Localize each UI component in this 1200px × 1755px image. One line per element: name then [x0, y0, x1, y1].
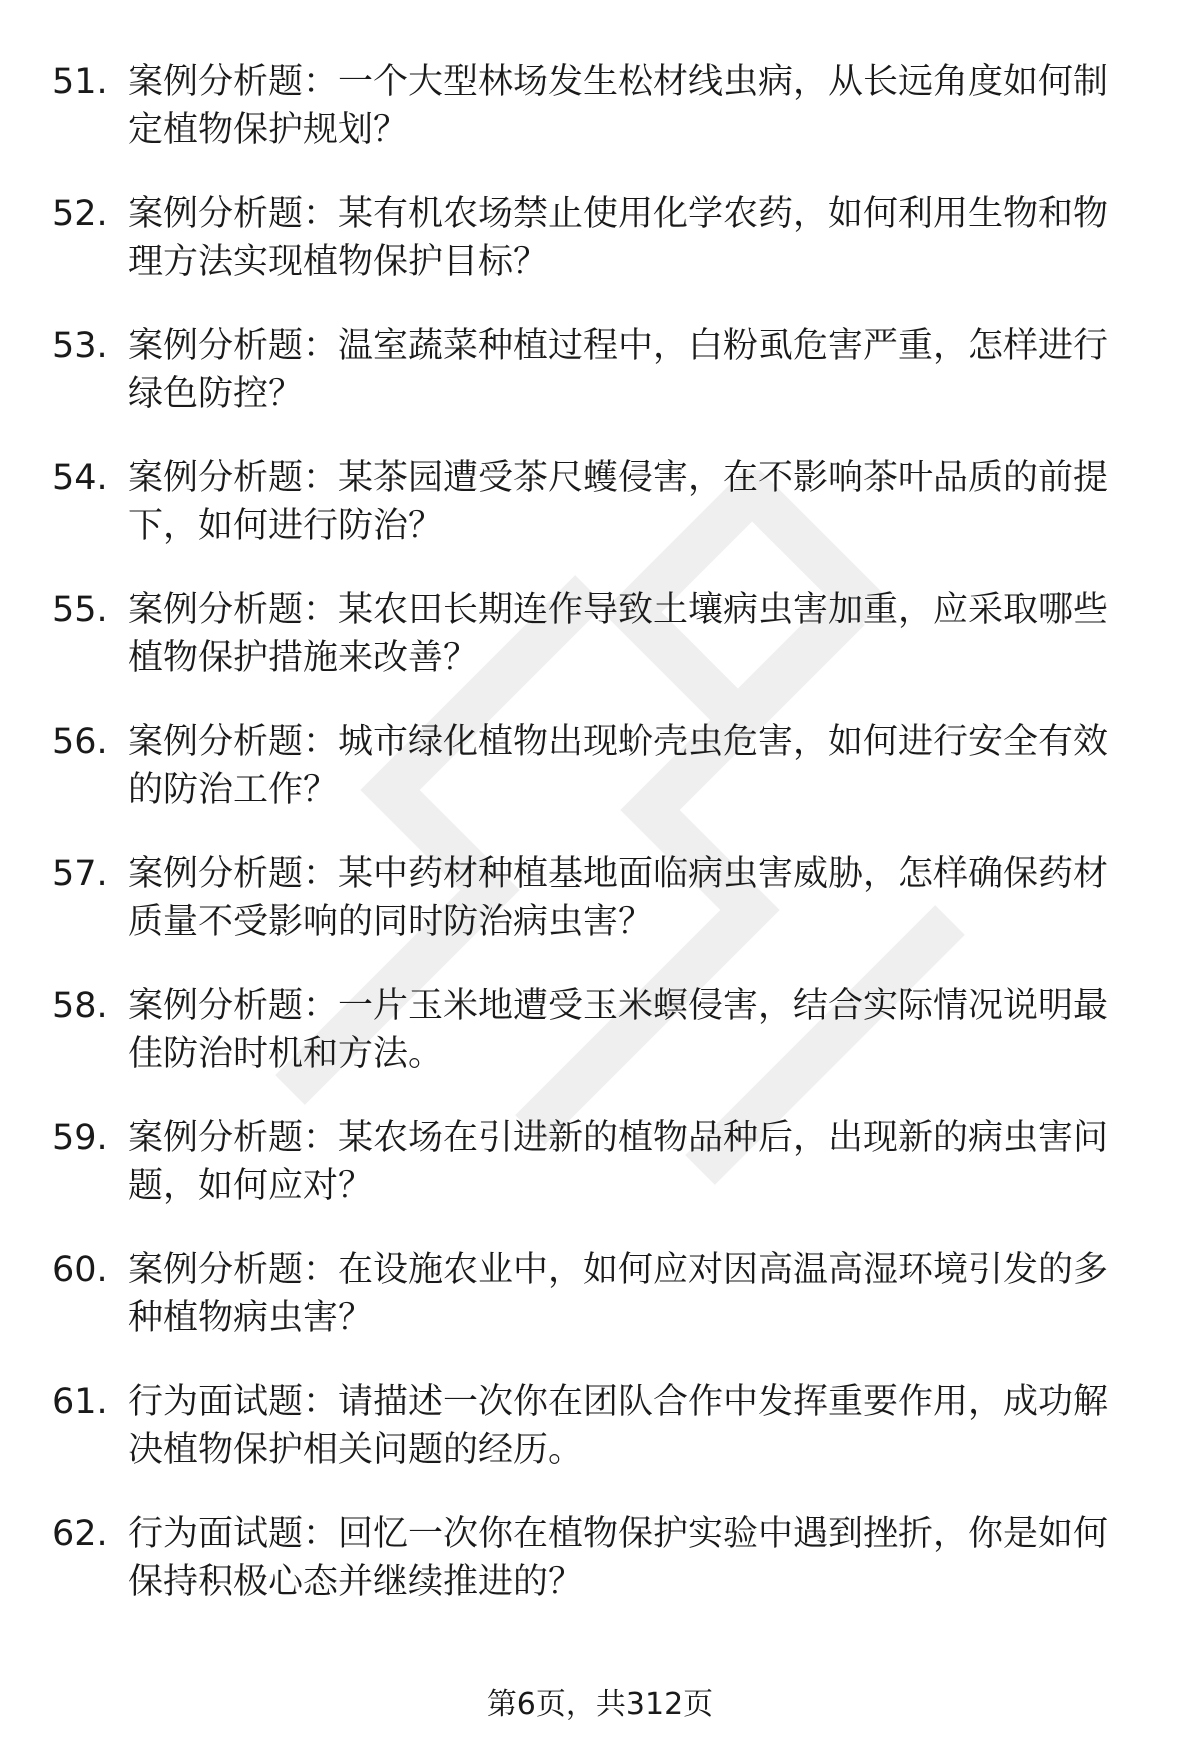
question-text [128, 454, 1138, 550]
question-number: 62. [52, 1514, 108, 1554]
question-number: 56. [52, 722, 108, 762]
question-text-line-1: 案例分析题：某农田长期连作导致土壤病虫害加重，应采取哪些 [128, 590, 1109, 630]
question-item [0, 586, 1200, 678]
question-text-line-2: 种植物病虫害？ [128, 1298, 374, 1338]
question-text-line-1: 案例分析题：某有机农场禁止使用化学农药，如何利用生物和物 [128, 194, 1109, 234]
question-number: 59. [52, 1118, 108, 1158]
question-item [0, 1246, 1200, 1338]
question-item [0, 850, 1200, 942]
question-text-line-2: 的防治工作？ [128, 770, 339, 810]
question-number: 51. [52, 62, 108, 102]
question-text-line-2: 植物保护措施来改善？ [128, 638, 479, 678]
question-number: 54. [52, 458, 108, 498]
question-item [0, 454, 1200, 546]
question-number: 57. [52, 854, 108, 894]
question-text-line-2: 质量不受影响的同时防治病虫害？ [128, 902, 654, 942]
question-text-line-1: 案例分析题：在设施农业中，如何应对因高温高湿环境引发的多 [128, 1250, 1109, 1290]
question-text [128, 190, 1138, 286]
question-item [0, 718, 1200, 810]
question-text [128, 58, 1138, 154]
question-text-line-1: 案例分析题：温室蔬菜种植过程中，白粉虱危害严重，怎样进行 [128, 326, 1109, 366]
question-text-line-2: 理方法实现植物保护目标？ [128, 242, 549, 282]
question-text-line-1: 案例分析题：城市绿化植物出现蚧壳虫危害，如何进行安全有效 [128, 722, 1109, 762]
question-text-line-2: 绿色防控？ [128, 374, 304, 414]
question-text-line-1: 案例分析题：某中药材种植基地面临病虫害威胁，怎样确保药材 [128, 854, 1109, 894]
question-item [0, 1378, 1200, 1470]
question-text-line-1: 案例分析题：一片玉米地遭受玉米螟侵害，结合实际情况说明最 [128, 986, 1109, 1026]
question-number: 60. [52, 1250, 108, 1290]
question-list [0, 58, 1200, 1642]
question-item [0, 58, 1200, 150]
question-number: 53. [52, 326, 108, 366]
question-item [0, 190, 1200, 282]
question-text-line-2: 佳防治时机和方法。 [128, 1034, 444, 1074]
question-item [0, 1114, 1200, 1206]
question-text [128, 586, 1138, 682]
question-text [128, 1378, 1138, 1474]
question-text-line-2: 保持积极心态并继续推进的？ [128, 1562, 584, 1602]
question-item [0, 1510, 1200, 1602]
question-text [128, 1114, 1138, 1210]
question-text [128, 1246, 1138, 1342]
question-text [128, 850, 1138, 946]
question-text-line-1: 行为面试题：回忆一次你在植物保护实验中遇到挫折，你是如何 [128, 1514, 1109, 1554]
question-text [128, 322, 1138, 418]
question-text-line-2: 定植物保护规划？ [128, 110, 409, 150]
question-number: 61. [52, 1382, 108, 1422]
question-text-line-2: 决植物保护相关问题的经历。 [128, 1430, 584, 1470]
question-text-line-1: 案例分析题：一个大型林场发生松材线虫病，从长远角度如何制 [128, 62, 1109, 102]
question-text-line-1: 案例分析题：某茶园遭受茶尺蠖侵害，在不影响茶叶品质的前提 [128, 458, 1109, 498]
question-text-line-1: 行为面试题：请描述一次你在团队合作中发挥重要作用，成功解 [128, 1382, 1109, 1422]
question-text [128, 982, 1138, 1078]
question-text-line-2: 下，如何进行防治？ [128, 506, 444, 546]
question-number: 55. [52, 590, 108, 630]
question-text [128, 1510, 1138, 1606]
question-number: 58. [52, 986, 108, 1026]
question-text-line-2: 题，如何应对？ [128, 1166, 374, 1206]
question-item [0, 982, 1200, 1074]
question-number: 52. [52, 194, 108, 234]
question-text-line-1: 案例分析题：某农场在引进新的植物品种后，出现新的病虫害问 [128, 1118, 1109, 1158]
question-text [128, 718, 1138, 814]
page-number: 第6页，共312页 [486, 1687, 714, 1722]
question-item [0, 322, 1200, 414]
